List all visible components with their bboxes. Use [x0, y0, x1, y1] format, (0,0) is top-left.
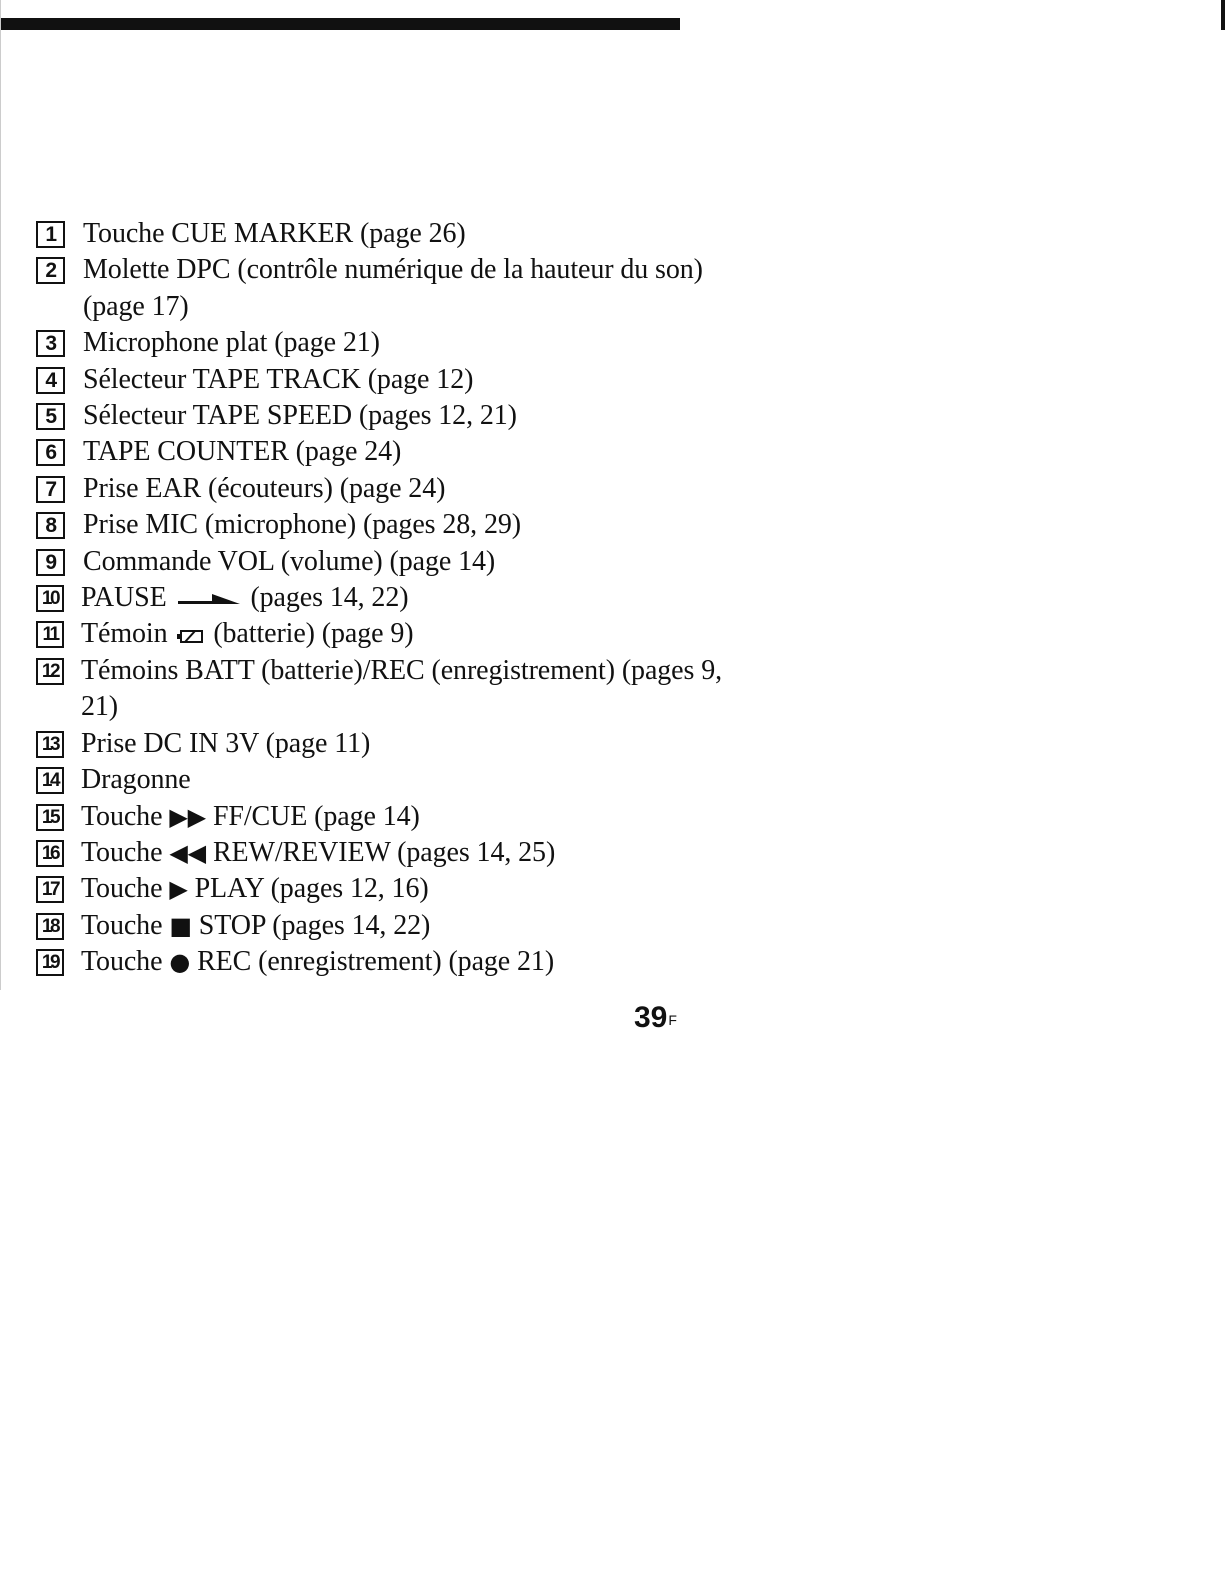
item-number: 10 [36, 585, 64, 612]
record-icon: ● [169, 948, 191, 977]
list-item [36, 252, 736, 325]
item-number: 16 [36, 840, 64, 867]
page-number-value: 39 [634, 1001, 668, 1034]
item-text-after: FF/CUE (page 14) [212, 800, 420, 832]
item-text [81, 944, 736, 980]
list-item [36, 580, 736, 616]
stop-icon: ■ [169, 911, 192, 940]
item-text: Prise DC IN 3V (page 11) [81, 727, 371, 759]
item-text-before: Touche [81, 836, 163, 868]
item-text: Témoins BATT (batterie)/REC (enregistrement) (pages 9, 21) [81, 654, 723, 723]
item-text: Prise MIC (microphone) (pages 28, 29) [83, 509, 521, 541]
item-text: Prise EAR (écouteurs) (page 24) [83, 472, 446, 504]
item-text: Molette DPC (contrôle numérique de la hauteur du son) (page 17) [83, 254, 703, 322]
list-item [36, 616, 736, 652]
list-item [36, 507, 736, 543]
list-item [36, 434, 736, 470]
parts-list [36, 216, 736, 981]
item-number: 5 [36, 403, 65, 430]
item-text-before: Témoin [81, 618, 168, 650]
page-number [634, 1000, 677, 1036]
item-number: 15 [36, 804, 64, 831]
item-text-after: PLAY (pages 12, 16) [194, 873, 429, 905]
item-text: Sélecteur TAPE SPEED (pages 12, 21) [83, 400, 517, 432]
top-rule [0, 18, 680, 30]
list-item [36, 726, 736, 762]
page-number-suffix: F [668, 1012, 677, 1028]
list-item [36, 398, 736, 434]
item-text [81, 616, 736, 652]
item-number: 2 [36, 257, 65, 284]
item-text [81, 799, 736, 835]
scan-edge [0, 0, 1, 990]
item-text-before: Touche [81, 946, 163, 978]
item-text [81, 871, 736, 907]
play-icon: ▶ [169, 875, 188, 904]
item-number: 18 [36, 913, 64, 940]
list-item [36, 799, 736, 835]
item-number: 7 [36, 476, 65, 503]
item-text-before: Touche [81, 800, 163, 832]
list-item [36, 908, 736, 944]
item-text-after: STOP (pages 14, 22) [198, 909, 431, 941]
item-text: Commande VOL (volume) (page 14) [83, 545, 496, 577]
item-text-before: Touche [81, 909, 163, 941]
item-number: 14 [36, 767, 64, 794]
rewind-icon: ◀◀ [169, 838, 207, 867]
item-text: Sélecteur TAPE TRACK (page 12) [83, 363, 474, 395]
item-text [81, 835, 736, 871]
list-item [36, 471, 736, 507]
item-number: 6 [36, 439, 65, 466]
item-number: 12 [36, 658, 64, 685]
item-number: 4 [36, 367, 65, 394]
item-number: 11 [36, 621, 64, 648]
item-number: 19 [36, 949, 64, 976]
list-item [36, 325, 736, 361]
item-number: 9 [36, 549, 65, 576]
item-text-before: PAUSE [81, 582, 167, 614]
item-number: 13 [36, 731, 64, 758]
item-text [81, 580, 736, 616]
item-text-after: (pages 14, 22) [250, 582, 409, 614]
list-item [36, 762, 736, 798]
item-text: Touche CUE MARKER (page 26) [83, 218, 466, 249]
item-text-after: REW/REVIEW (pages 14, 25) [212, 836, 556, 868]
pause-slide-arrow-icon [178, 593, 240, 607]
list-item [36, 544, 736, 580]
item-text: TAPE COUNTER (page 24) [83, 436, 402, 468]
item-text [81, 908, 736, 944]
item-text-after: REC (enregistrement) (page 21) [197, 946, 555, 978]
list-item [36, 871, 736, 907]
item-number: 3 [36, 330, 65, 357]
item-text: Dragonne [81, 764, 191, 796]
fast-forward-icon: ▶▶ [169, 802, 207, 831]
page-edge-mark [1221, 0, 1225, 30]
item-number: 8 [36, 512, 65, 539]
list-item [36, 362, 736, 398]
item-text-after: (batterie) (page 9) [213, 618, 414, 650]
list-item [36, 944, 736, 980]
item-text: Microphone plat (page 21) [83, 327, 380, 359]
list-item [36, 653, 736, 726]
item-number: 17 [36, 876, 64, 903]
item-number: 1 [36, 221, 65, 248]
battery-icon [176, 627, 204, 645]
list-item [36, 835, 736, 871]
item-text-before: Touche [81, 873, 163, 905]
list-item [36, 216, 736, 252]
